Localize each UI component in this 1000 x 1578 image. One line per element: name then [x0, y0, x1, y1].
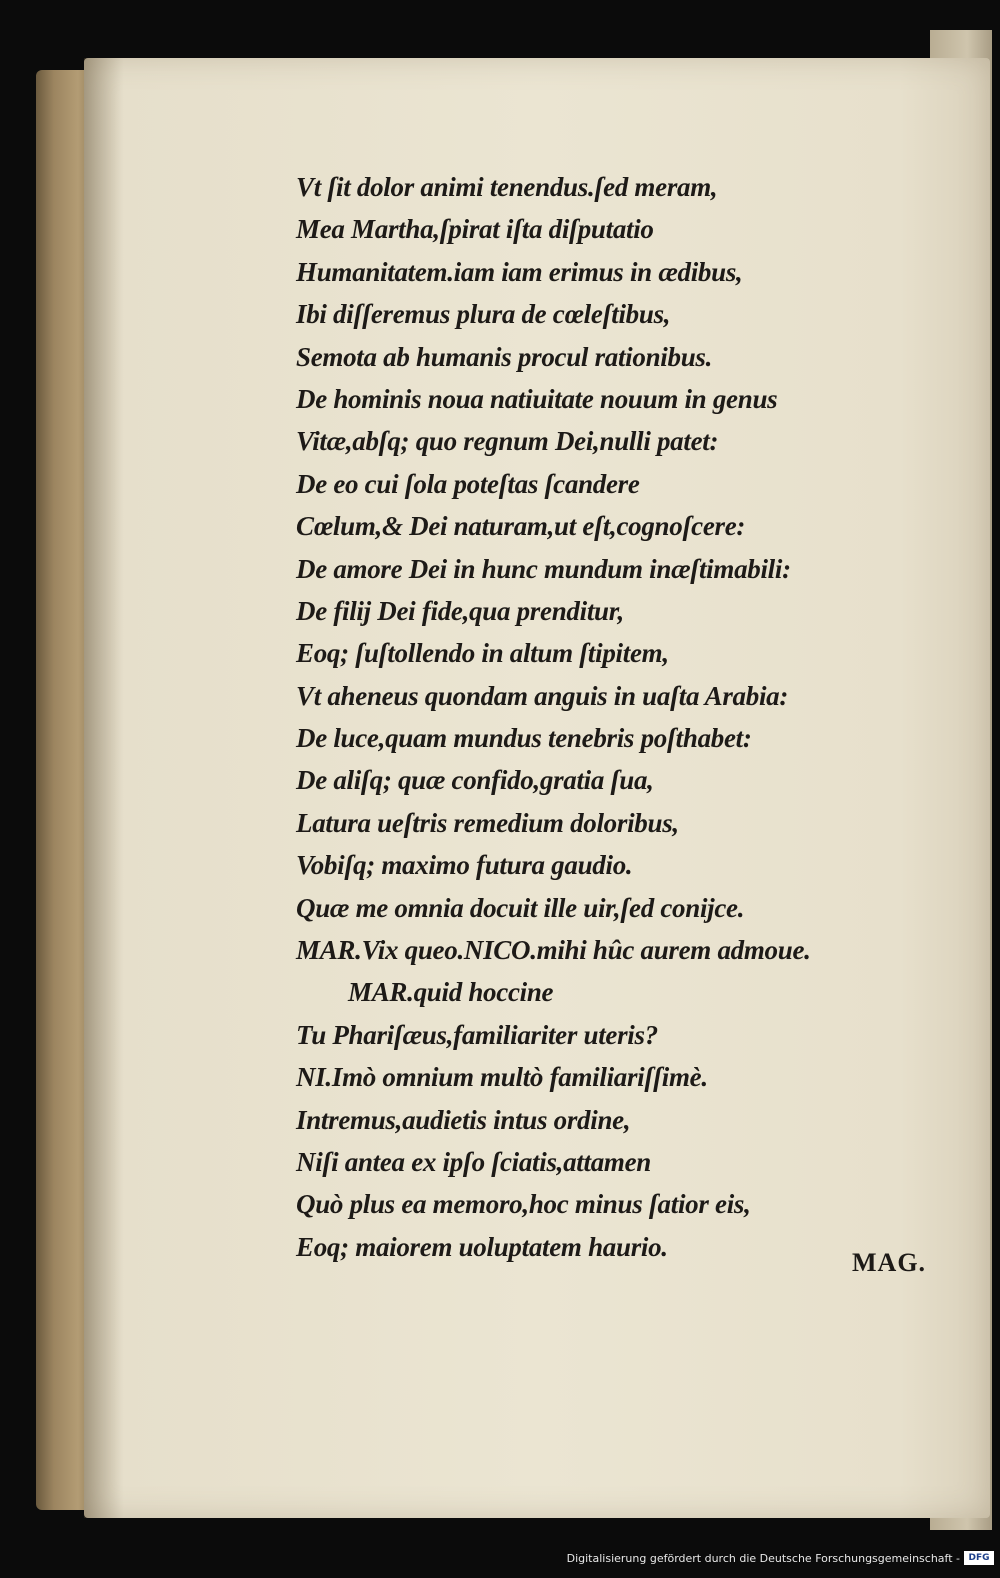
verse-line: Tu Phariſæus,familiariter uteris?: [296, 1019, 658, 1050]
digitization-credit: Digitalisierung gefördert durch die Deutsche Forschungsgemeinschaft -: [566, 1552, 960, 1565]
verse-line: Vt ſit dolor animi tenendus.ſed meram,: [296, 172, 718, 202]
verse-line: De amore Dei in hunc mundum inæſtimabili:: [296, 553, 791, 584]
verse-line: Ibi diſſeremus plura de cœleſtibus,: [296, 299, 671, 330]
verse-line: Vt aheneus quondam anguis in uaſta Arabia:: [296, 680, 789, 711]
gutter-shadow: [84, 58, 124, 1518]
verse-line: Humanitatem.iam iam erimus in ædibus,: [296, 256, 743, 287]
book-page: [84, 58, 990, 1518]
verse-line: De eo cui ſola poteſtas ſcandere: [296, 468, 640, 499]
verse-line: Eoq; maiorem uoluptatem haurio.: [296, 1231, 668, 1262]
verse-text-block: [296, 166, 956, 1268]
verse-line: De aliſq; quæ confido,gratia ſua,: [296, 765, 654, 796]
verse-line: Quò plus ea memoro,hoc minus ſatior eis,: [296, 1189, 751, 1220]
verse-line: Semota ab humanis procul rationibus.: [296, 341, 713, 372]
verse-line: Intremus,audietis intus ordine,: [296, 1104, 631, 1135]
verse-line: MAR.quid hoccine: [348, 977, 554, 1008]
footer-bar: [0, 1548, 1000, 1578]
verse-line: MAR.Vix queo.NICO.mihi hûc aurem admoue.: [296, 935, 811, 966]
verse-line: Vitæ,abſq; quo regnum Dei,nulli patet:: [296, 426, 719, 457]
verse-line: Mea Martha,ſpirat iſta diſputatio: [296, 214, 654, 245]
verse-line: De filij Dei fide,qua prenditur,: [296, 595, 624, 626]
verse-line: De luce,quam mundus tenebris poſthabet:: [296, 723, 752, 754]
verse-line: Niſi antea ex ipſo ſciatis,attamen: [296, 1146, 652, 1177]
catchword: MAG.: [852, 1248, 927, 1277]
verse-line: De hominis noua natiuitate nouum in genus: [296, 383, 778, 414]
verse-line: Latura ueſtris remedium doloribus,: [296, 807, 679, 838]
verse-line: Quæ me omnia docuit ille uir,ſed conijce.: [296, 892, 745, 923]
verse-line: Vobiſq; maximo futura gaudio.: [296, 850, 633, 881]
verse-line: NI.Imò omnium multò familiariſſimè.: [296, 1062, 708, 1093]
verse-line: Eoq; ſuſtollendo in altum ſtipitem,: [296, 638, 669, 669]
dfg-logo: DFG: [964, 1551, 994, 1565]
verse-line: Cœlum,& Dei naturam,ut eſt,cognoſcere:: [296, 511, 746, 542]
